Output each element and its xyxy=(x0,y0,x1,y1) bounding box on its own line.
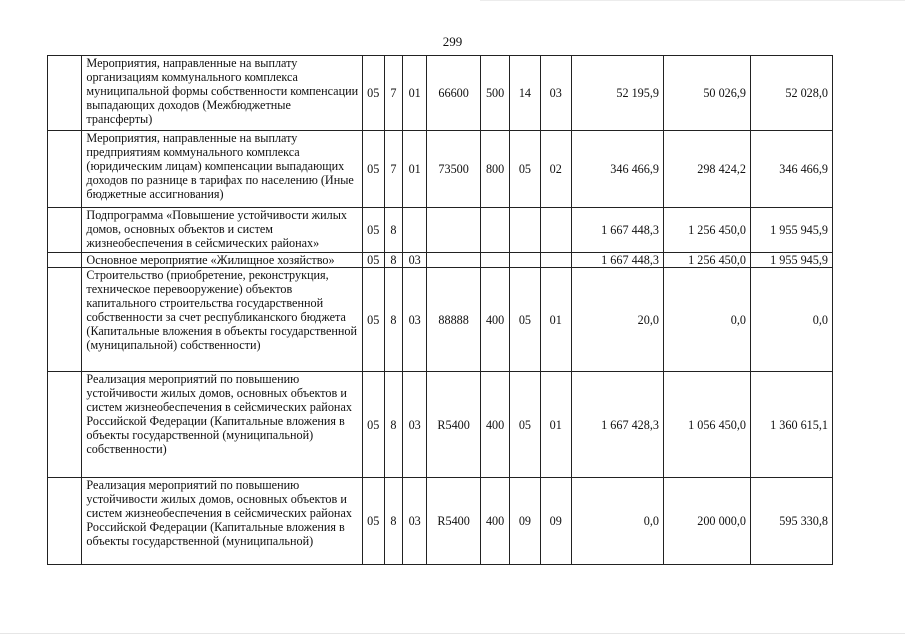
program-code-cell: 05 xyxy=(362,478,384,565)
subsection-cell: 09 xyxy=(540,478,571,565)
section-cell xyxy=(510,208,540,253)
amount-year1-cell: 20,0 xyxy=(571,268,663,372)
expense-type-cell xyxy=(480,253,509,268)
item-name-cell: Мероприятия, направленные на выплату предприятиям коммунального комплекса (юридическим лицам) компенсации выпадающих доходов по разнице в тарифах по населению (Иные бюджетные ассигнования) xyxy=(82,131,362,208)
blank-cell xyxy=(48,253,82,268)
direction-code-cell: 88888 xyxy=(427,268,481,372)
program-code-cell: 05 xyxy=(362,56,384,131)
amount-year3-cell: 1 955 945,9 xyxy=(750,253,832,268)
amount-year2-cell: 1 256 450,0 xyxy=(664,253,751,268)
page-number: 299 xyxy=(442,34,463,49)
section-cell: 05 xyxy=(510,372,540,478)
activity-code-cell: 03 xyxy=(403,268,427,372)
item-name-cell: Реализация мероприятий по повышению устойчивости жилых домов, основных объектов и систем жизнеобеспечения в сейсмических районах Российской Федерации (Капитальные вложения в объекты государственной (муниципальной) xyxy=(82,478,362,565)
activity-code-cell: 03 xyxy=(403,372,427,478)
subprogram-code-cell: 8 xyxy=(384,372,402,478)
subprogram-code-cell: 7 xyxy=(384,131,402,208)
amount-year1-cell: 1 667 428,3 xyxy=(571,372,663,478)
blank-cell xyxy=(48,208,82,253)
table-row xyxy=(48,478,833,565)
item-name-cell: Мероприятия, направленные на выплату организациям коммунального комплекса муниципальной формы собственности компенсации выпадающих доходов (Межбюджетные трансферты) xyxy=(82,56,362,131)
direction-code-cell xyxy=(427,253,481,268)
blank-cell xyxy=(48,372,82,478)
subsection-cell: 01 xyxy=(540,372,571,478)
program-code-cell: 05 xyxy=(362,268,384,372)
amount-year2-cell: 0,0 xyxy=(664,268,751,372)
activity-code-cell: 01 xyxy=(403,56,427,131)
program-code-cell: 05 xyxy=(362,131,384,208)
amount-year3-cell: 1 360 615,1 xyxy=(750,372,832,478)
amount-year3-cell: 0,0 xyxy=(750,268,832,372)
subsection-cell: 02 xyxy=(540,131,571,208)
activity-code-cell: 03 xyxy=(403,253,427,268)
expense-type-cell: 400 xyxy=(480,372,509,478)
item-name-cell: Подпрограмма «Повышение устойчивости жилых домов, основных объектов и систем жизнеобеспечения в сейсмических районах» xyxy=(82,208,362,253)
amount-year3-cell: 1 955 945,9 xyxy=(750,208,832,253)
activity-code-cell xyxy=(403,208,427,253)
subsection-cell xyxy=(540,208,571,253)
direction-code-cell: R5400 xyxy=(427,372,481,478)
activity-code-cell: 03 xyxy=(403,478,427,565)
table-row xyxy=(48,253,833,268)
expense-type-cell xyxy=(480,208,509,253)
amount-year3-cell: 595 330,8 xyxy=(750,478,832,565)
program-code-cell: 05 xyxy=(362,253,384,268)
blank-cell xyxy=(48,268,82,372)
section-cell: 14 xyxy=(510,56,540,131)
activity-code-cell: 01 xyxy=(403,131,427,208)
table-row xyxy=(48,268,833,372)
direction-code-cell: 73500 xyxy=(427,131,481,208)
item-name-cell: Основное мероприятие «Жилищное хозяйство» xyxy=(82,253,362,268)
amount-year1-cell: 1 667 448,3 xyxy=(571,208,663,253)
amount-year3-cell: 52 028,0 xyxy=(750,56,832,131)
amount-year1-cell: 52 195,9 xyxy=(571,56,663,131)
direction-code-cell: R5400 xyxy=(427,478,481,565)
blank-cell xyxy=(48,131,82,208)
expense-type-cell: 400 xyxy=(480,478,509,565)
amount-year2-cell: 298 424,2 xyxy=(664,131,751,208)
blank-cell xyxy=(48,56,82,131)
subsection-cell: 01 xyxy=(540,268,571,372)
expense-type-cell: 800 xyxy=(480,131,509,208)
table-row xyxy=(48,372,833,478)
amount-year2-cell: 50 026,9 xyxy=(664,56,751,131)
program-code-cell: 05 xyxy=(362,208,384,253)
amount-year2-cell: 200 000,0 xyxy=(664,478,751,565)
subsection-cell xyxy=(540,253,571,268)
table-row xyxy=(48,208,833,253)
blank-cell xyxy=(48,478,82,565)
subprogram-code-cell: 7 xyxy=(384,56,402,131)
expense-type-cell: 500 xyxy=(480,56,509,131)
item-name-cell: Строительство (приобретение, реконструкция, техническое перевооружение) объектов капитального строительства государственной собственности за счет республиканского бюджета (Капитальные вложения в объекты государственной (муниципальной) собственности) xyxy=(82,268,362,372)
direction-code-cell xyxy=(427,208,481,253)
amount-year2-cell: 1 256 450,0 xyxy=(664,208,751,253)
table-row xyxy=(48,56,833,131)
item-name-cell: Реализация мероприятий по повышению устойчивости жилых домов, основных объектов и систем жизнеобеспечения в сейсмических районах Российской Федерации (Капитальные вложения в объекты государственной (муниципальной) собственности) xyxy=(82,372,362,478)
scan-artifact-top xyxy=(480,0,905,1)
amount-year3-cell: 346 466,9 xyxy=(750,131,832,208)
section-cell: 05 xyxy=(510,268,540,372)
amount-year1-cell: 346 466,9 xyxy=(571,131,663,208)
subprogram-code-cell: 8 xyxy=(384,253,402,268)
amount-year1-cell: 0,0 xyxy=(571,478,663,565)
table-row xyxy=(48,131,833,208)
subprogram-code-cell: 8 xyxy=(384,478,402,565)
amount-year2-cell: 1 056 450,0 xyxy=(664,372,751,478)
table-body xyxy=(48,56,833,565)
subprogram-code-cell: 8 xyxy=(384,268,402,372)
budget-table xyxy=(47,55,833,565)
section-cell: 09 xyxy=(510,478,540,565)
section-cell xyxy=(510,253,540,268)
section-cell: 05 xyxy=(510,131,540,208)
amount-year1-cell: 1 667 448,3 xyxy=(571,253,663,268)
subprogram-code-cell: 8 xyxy=(384,208,402,253)
subsection-cell: 03 xyxy=(540,56,571,131)
direction-code-cell: 66600 xyxy=(427,56,481,131)
program-code-cell: 05 xyxy=(362,372,384,478)
expense-type-cell: 400 xyxy=(480,268,509,372)
scan-artifact-bottom xyxy=(0,633,905,634)
